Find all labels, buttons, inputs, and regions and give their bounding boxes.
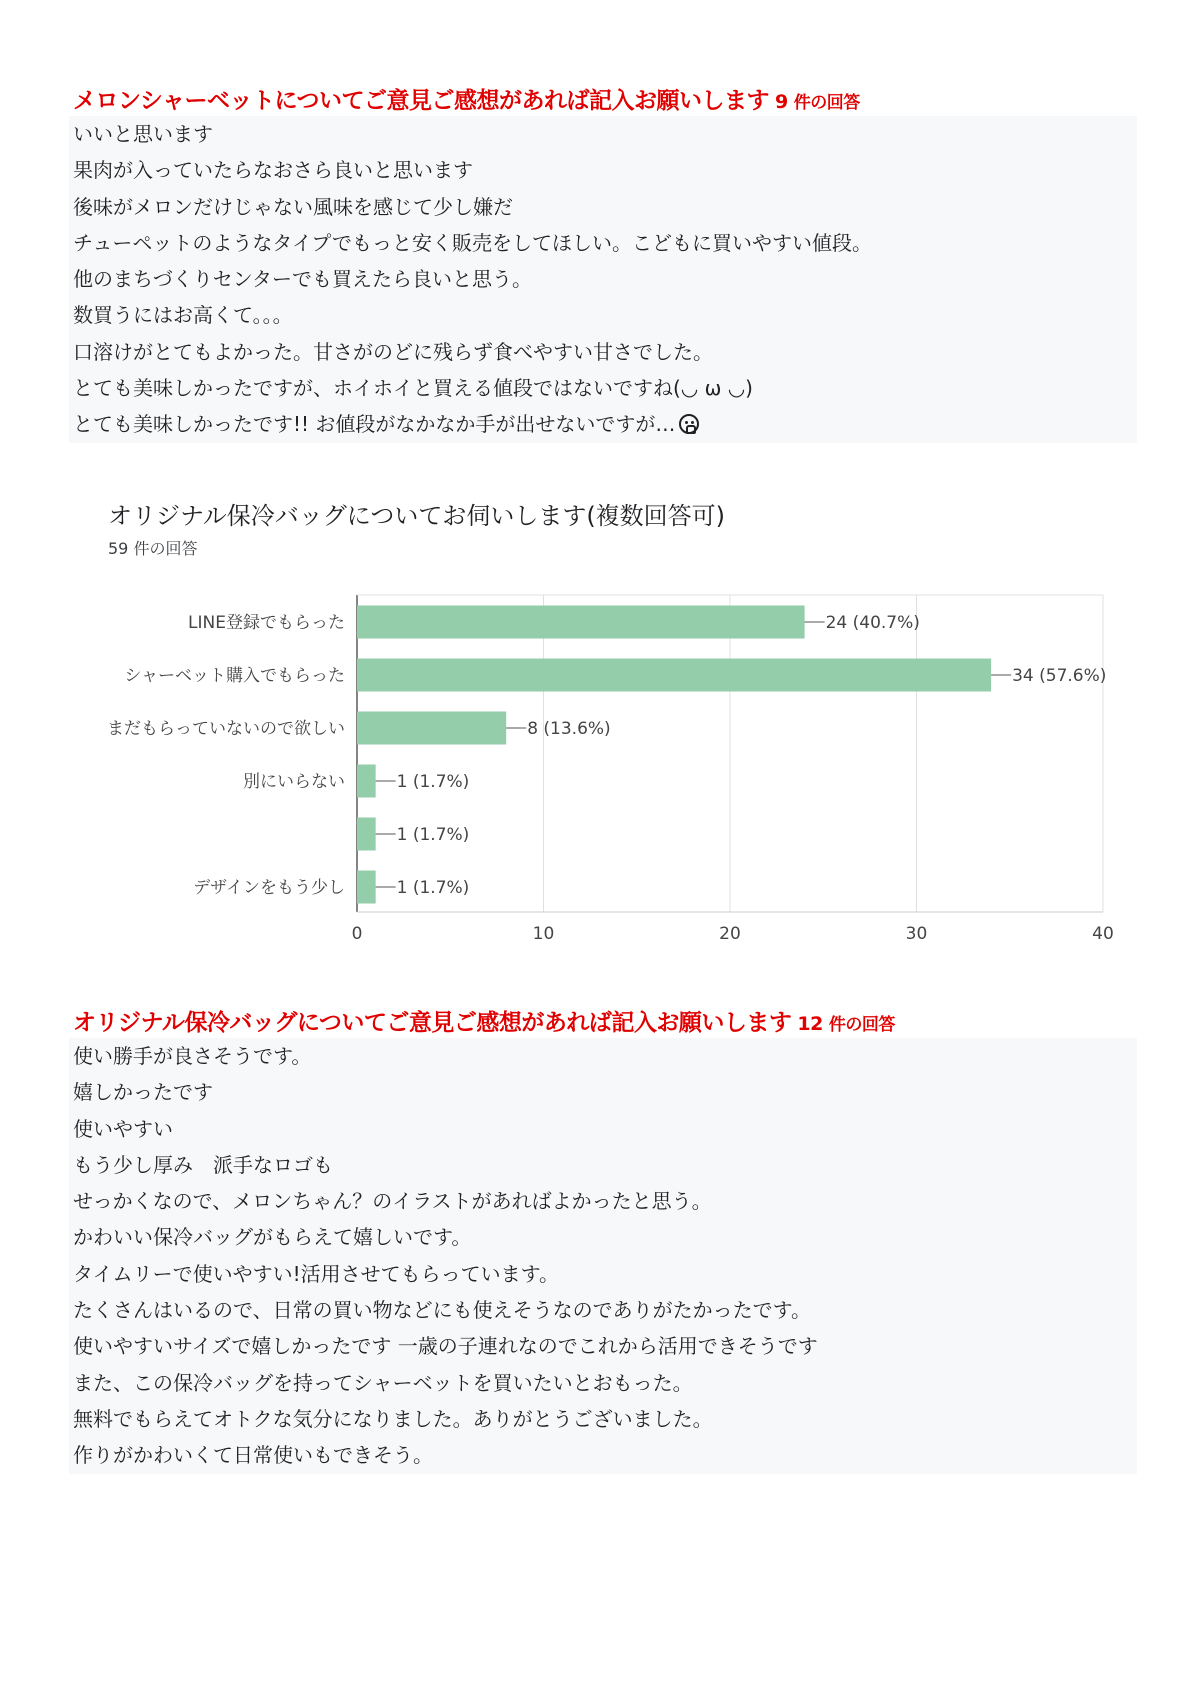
bar (357, 659, 991, 692)
section1-heading (73, 82, 860, 115)
bar-value-label: 1 (1.7%) (396, 878, 470, 898)
bar-value-label: 1 (1.7%) (396, 825, 470, 845)
bar (357, 712, 506, 745)
response-item: また、この保冷バッグを持ってシャーベットを買いたいとおもった。 (73, 1370, 693, 1395)
response-item: 数買うにはお高くて。。。 (73, 303, 293, 328)
section2-response-list (69, 1038, 1137, 1474)
response-item: 使いやすいサイズで嬉しかったです 一歳の子連れなのでこれから活用できそうです (73, 1334, 818, 1359)
bar (357, 818, 376, 851)
bar (357, 606, 805, 639)
response-item: 作りがかわいくて日常使いもできそう。 (73, 1443, 433, 1468)
bar (357, 871, 376, 904)
response-item: いいと思います (73, 122, 213, 146)
category-label: まだもらっていないので欲しい (107, 719, 345, 739)
response-item: 使い勝手が良さそうです。 (73, 1044, 312, 1068)
x-tick-label: 20 (719, 924, 741, 944)
bar-value-label: 1 (1.7%) (396, 772, 470, 792)
section2-heading (73, 1004, 895, 1037)
section2-response-count: 12 (797, 1013, 823, 1035)
section1-response-count: 9 (775, 91, 788, 113)
response-item: 果肉が入っていたらなおさら良いと思います (73, 158, 473, 183)
response-item: かわいい保冷バッグがもらえて嬉しいです。 (73, 1225, 472, 1250)
section1-response-count-unit: 件の回答 (793, 93, 860, 113)
bar-value-label: 8 (13.6%) (527, 719, 611, 739)
response-item: 後味がメロンだけじゃない風味を感じて少し嫌だ (73, 194, 513, 219)
response-item: 他のまちづくりセンターでも買えたら良いと思う。 (73, 267, 532, 292)
category-label: デザインをもう少し (193, 878, 345, 898)
response-item: 無料でもらえてオトクな気分になりました。ありがとうございました。 (73, 1406, 713, 1431)
chart-subtitle: 59 件の回答 (108, 539, 198, 558)
response-item: せっかくなので、メロンちゃん？のイラストがあればよかったと思う。 (73, 1189, 712, 1214)
response-item: もう少し厚み 派手なロゴも (73, 1152, 333, 1177)
category-label: シャーベット購入でもらった (124, 666, 345, 686)
x-tick-label: 10 (532, 924, 555, 944)
section1-heading-text: メロンシャーベットについてご意見ご感想があれば記入お願いします (73, 88, 770, 114)
response-item: タイムリーで使いやすい!活用させてもらっています。 (73, 1261, 560, 1286)
x-tick-label: 30 (905, 924, 928, 944)
section2-response-count-unit: 件の回答 (828, 1015, 895, 1035)
x-tick-label: 0 (351, 924, 363, 944)
response-item: 口溶けがとてもよかった。甘さがのどに残らず食べやすい甘さでした。 (73, 339, 713, 364)
crying-face-icon (679, 414, 699, 434)
bar-value-label: 24 (40.7%) (825, 613, 920, 633)
response-item-text: とても美味しかったです!! お値段がなかなか手が出せないですが… (73, 412, 676, 437)
category-label: 別にいらない (243, 772, 345, 792)
response-item: 使いやすい (73, 1116, 173, 1141)
section1-response-list (69, 116, 1137, 443)
response-item (69, 406, 1137, 442)
response-item: チューペットのようなタイプでもっと安く販売をしてほしい。こどもに買いやすい値段。 (73, 230, 872, 255)
response-item: とても美味しかったですが、ホイホイと買える値段ではないですね(◡ ω ◡) (73, 376, 753, 401)
response-item: たくさんはいるので、日常の買い物などにも使えそうなのでありがたかったです。 (73, 1298, 811, 1323)
category-label: LINE登録でもらった (188, 613, 345, 633)
section2-heading-text: オリジナル保冷バッグについてご意見ご感想があれば記入お願いします (73, 1010, 792, 1036)
bar-chart (0, 580, 1200, 960)
chart-title: オリジナル保冷バッグについてお伺いします(複数回答可) (108, 502, 726, 530)
bar-value-label: 34 (57.6%) (1012, 666, 1107, 686)
x-tick-label: 40 (1092, 924, 1114, 944)
response-item: 嬉しかったです (73, 1080, 213, 1105)
bar (357, 765, 376, 798)
